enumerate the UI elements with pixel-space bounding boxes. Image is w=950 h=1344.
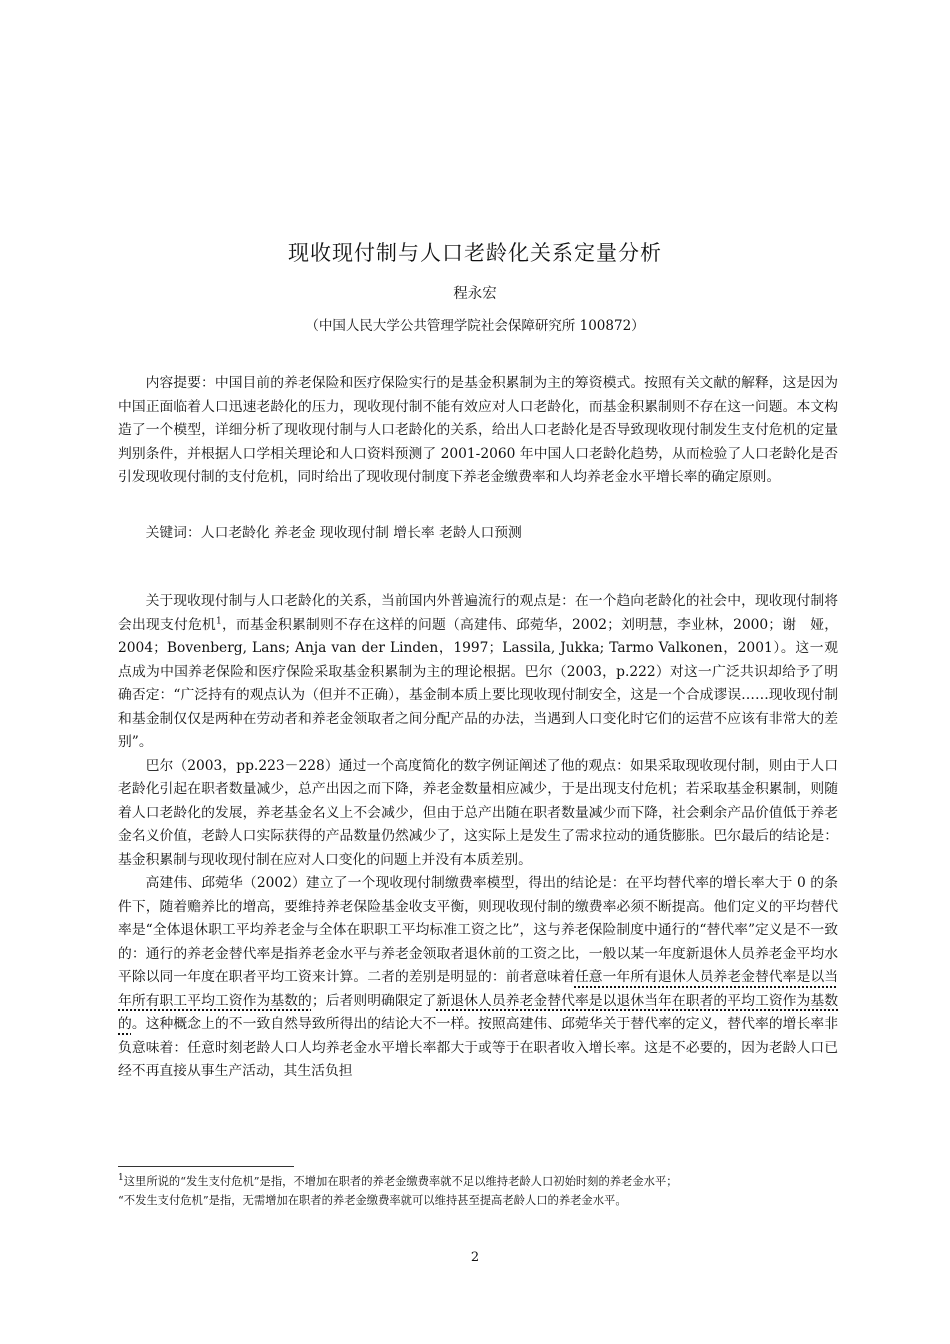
- keywords: [118, 522, 838, 546]
- keywords-label: 关键词：: [145, 525, 201, 541]
- author-affiliation: （中国人民大学公共管理学院社会保障研究所 100872）: [305, 318, 645, 334]
- paragraph-1-part-a: 关于现收现付制与人口老龄化的关系，当前国内外普遍流行的观点是：在一个趋向老龄化的社会中，现收现付制将会出现支付危机: [118, 593, 838, 633]
- paragraph-2: 巴尔（2003，pp.223－228）通过一个高度简化的数字例证阐述了他的观点：如果采取现收现付制，则由于人口老龄化引起在职者数量减少，总产出因之而下降，养老金数量相应减少，于是出现支付危机；若采取基金积累制，则随着人口老龄化的发展，养老基金名义上不会减少，但由于总产出随在职者数量减少而下降，社会剩余产品价值低于养老金名义价值，老龄人口实际获得的产品数量仍然减少了，这实际上是发生了需求拉动的通货膨胀。巴尔最后的结论是：基金积累制与现收现付制在应对人口变化的问题上并没有本质差别。: [118, 757, 838, 868]
- emphasis-dotted-2: 新退休人员养老金替代率是以退休当年在职者的平均工资作为基数的: [118, 992, 838, 1032]
- footnote-mark: 1: [118, 1173, 124, 1184]
- paragraph-3-part-a: 高建伟、邱菀华（2002）建立了一个现收现付制缴费率模型，得出的结论是：在平均替代率的增长率大于 0 的条件下，随着赡养比的增高，要维持养老保险基金收支平衡，则现收现付制的缴费率必须不断提高。他们定义的平均替代率是“全体退休职工平均养老金与全体在职职工平均标准工资之比”，这与养老保险制度中通行的“替代率”定义是不一致的：通行的养老金替代率是指养老金水平与养老金领取者退休前的工资之比，一般以某一年度新退休人员养老金平均水平除以同一年度在职者平均工资来计算。二者的差别是明显的：前者意味着: [118, 875, 838, 985]
- footnote-line-1: 这里所说的“发生支付危机”是指，不增加在职者的养老金缴费率就不足以维持老龄人口初始时刻的养老金水平；: [123, 1175, 678, 1188]
- paragraph-1: [118, 590, 838, 755]
- paragraph-3-part-b: ；后者则明确限定了: [311, 992, 437, 1009]
- paper-title: 现收现付制与人口老龄化关系定量分析: [288, 241, 662, 265]
- footnote-divider: [118, 1166, 294, 1167]
- paragraph-1-part-b: ，而基金积累制则不存在这样的问题（高建伟、邱菀华，2002；刘明慧，李业林，2000；谢 娅，2004；Bovenberg, Lans; Anja van der Linden，1997；Lassila, Jukka; Tarmo Valkonen，2001）。这一观点成为中国养老保险和医疗保险采取基金积累制为主的理论根据。巴尔（2003，p.222）对这一广泛共识却给予了明确否定：“广泛持有的观点认为（但并不正确），基金制本质上要比现收现付制安全，这是一个合成谬误……现收现付制和基金制仅仅是两种在劳动者和养老金领取者之间分配产品的办法，当遇到人口变化时它们的运营不应该有非常大的差别”。: [118, 616, 838, 750]
- keywords-text: 人口老龄化 养老金 现收现付制 增长率 老龄人口预测: [200, 525, 522, 541]
- body-text: [118, 590, 838, 1084]
- emphasis-dotted-1: 任意一年所有退休人员养老金替代率是以当年所有职工平均工资作为基数的: [118, 969, 838, 1009]
- paragraph-3-part-c: 。这种概念上的不一致自然导致所得出的结论大不一样。按照高建伟、邱菀华关于替代率的定义，替代率的增长率非负意味着：任意时刻老龄人口人均养老金水平增长率都大于或等于在职者收入增长率。这是不必要的，因为老龄人口已经不再直接从事生产活动，其生活负担: [118, 1016, 839, 1079]
- author-name: 程永宏: [453, 286, 497, 302]
- abstract: [118, 372, 838, 490]
- abstract-text: 中国目前的养老保险和医疗保险实行的是基金积累制为主的筹资模式。按照有关文献的解释，这是因为中国正面临着人口迅速老龄化的压力，现收现付制不能有效应对人口老龄化，而基金积累制则不存在这一问题。本文构造了一个模型，详细分析了现收现付制与人口老龄化的关系，给出人口老龄化是否导致现收现付制发生支付危机的定量判别条件，并根据人口学相关理论和人口资料预测了 2001-2060 年中国人口老龄化趋势，从而检验了人口老龄化是否引发现收现付制的支付危机，同时给出了现收现付制度下养老金缴费率和人均养老金水平增长率的确定原则。: [118, 375, 839, 486]
- abstract-label: 内容提要：: [145, 375, 215, 391]
- paragraph-3: [118, 872, 838, 1084]
- footnote-reference[interactable]: 1: [216, 615, 222, 626]
- footnote: [118, 1172, 838, 1210]
- footnote-line-2: “不发生支付危机”是指，无需增加在职者的养老金缴费率就可以维持甚至提高老龄人口的养老金水平。: [118, 1194, 627, 1207]
- page-number: 2: [470, 1250, 480, 1265]
